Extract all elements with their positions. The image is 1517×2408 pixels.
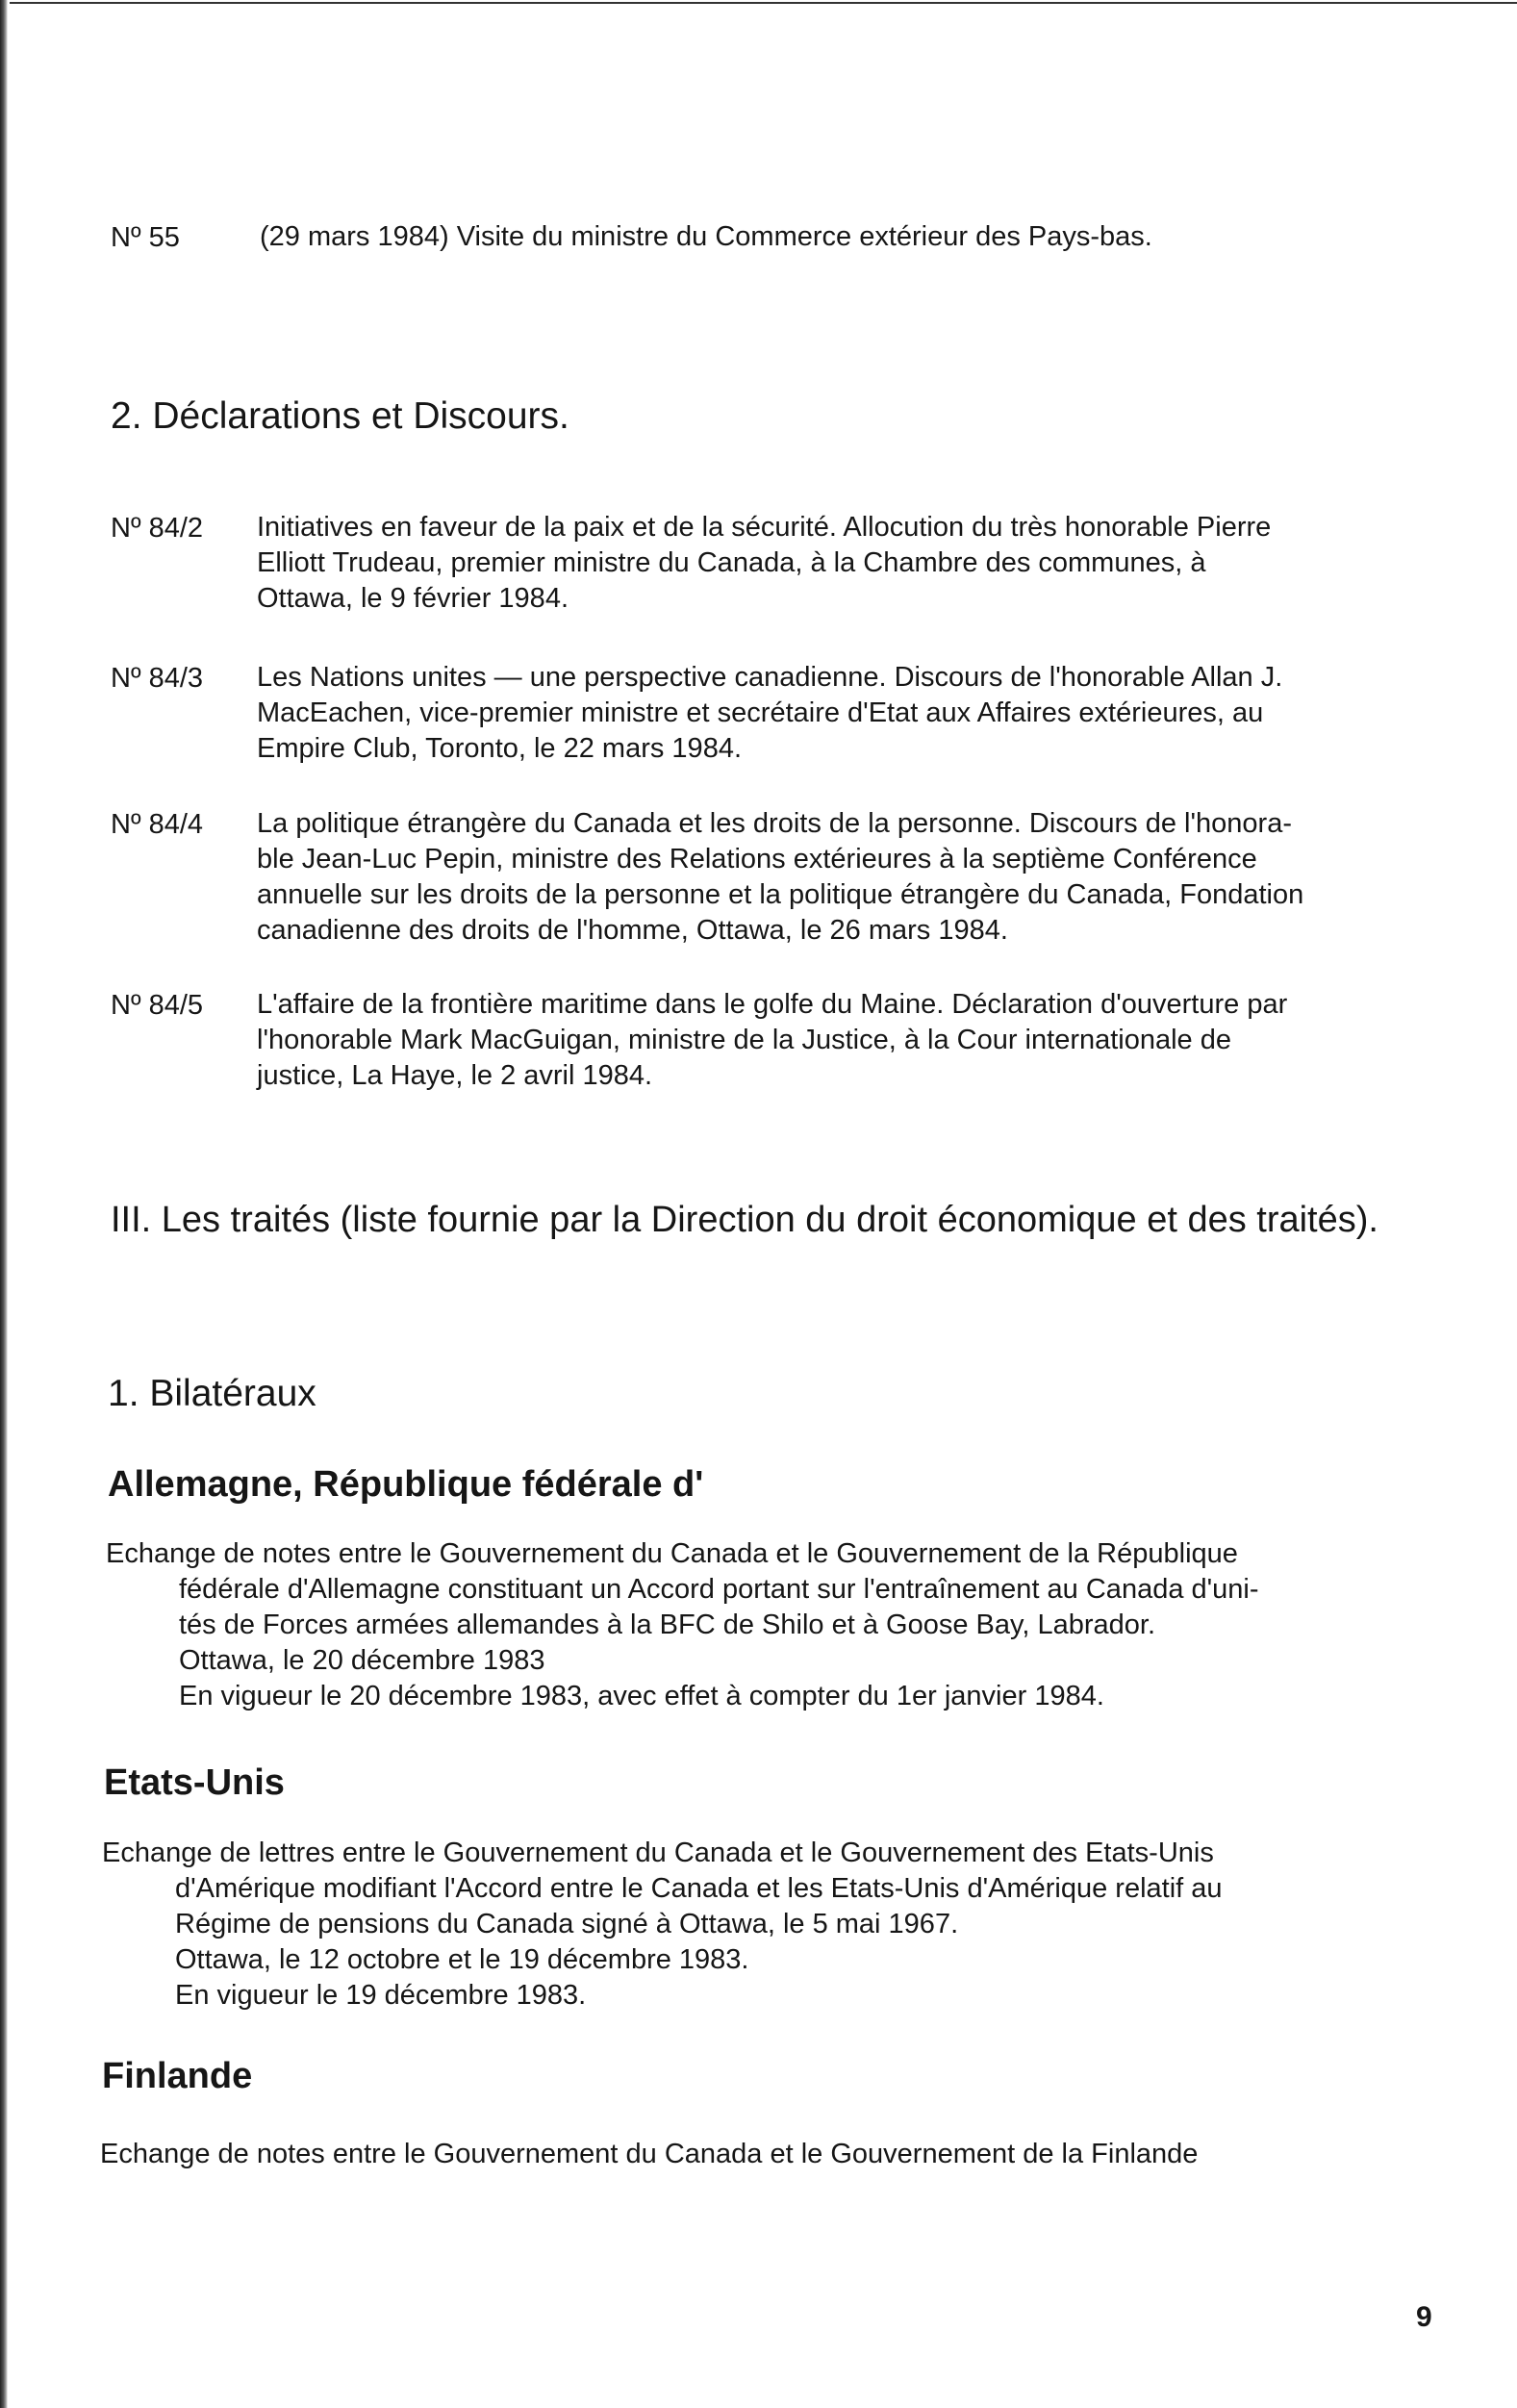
treaty-line: Régime de pensions du Canada signé à Ottawa, le 5 mai 1967. xyxy=(175,1909,959,1939)
top-rule xyxy=(10,2,1517,4)
entry-text xyxy=(257,987,1411,1094)
treaty-line: d'Amérique modifiant l'Accord entre le Canada et les Etats-Unis d'Amérique relatif au xyxy=(175,1873,1223,1904)
entry-line: Initiatives en faveur de la paix et de la sécurité. Allocution du très honorable Pierre xyxy=(257,512,1272,543)
entry-line: ble Jean-Luc Pepin, ministre des Relations extérieures à la septième Conférence xyxy=(257,844,1257,874)
entry-text xyxy=(257,660,1411,767)
treaty-line: En vigueur le 20 décembre 1983, avec effet à compter du 1er janvier 1984. xyxy=(179,1681,1104,1711)
treaty-line: Ottawa, le 20 décembre 1983 xyxy=(179,1645,545,1676)
treaty-entry-allemagne xyxy=(106,1536,1517,1714)
entry-number: Nº 84/4 xyxy=(111,809,204,840)
treaty-entry-etats-unis xyxy=(102,1836,1516,2014)
treaty-entry-finlande xyxy=(100,2137,1514,2172)
entry-text xyxy=(257,510,1411,617)
section-heading-declarations: 2. Déclarations et Discours. xyxy=(111,395,569,437)
binding-edge xyxy=(0,0,8,2408)
entry-line: Elliott Trudeau, premier ministre du Canada, à la Chambre des communes, à xyxy=(257,547,1206,578)
entry-line: Ottawa, le 9 février 1984. xyxy=(257,583,569,614)
entry-line: MacEachen, vice-premier ministre et secrétaire d'Etat aux Affaires extérieures, au xyxy=(257,697,1264,728)
treaty-line: En vigueur le 19 décembre 1983. xyxy=(175,1980,587,2011)
entry-text xyxy=(260,219,1414,255)
entry-number: Nº 55 xyxy=(111,222,180,253)
entry-line: l'honorable Mark MacGuigan, ministre de la Justice, à la Cour internationale de xyxy=(257,1025,1232,1055)
subsection-heading-bilateral: 1. Bilatéraux xyxy=(108,1373,316,1414)
entry-line: Empire Club, Toronto, le 22 mars 1984. xyxy=(257,733,743,764)
entry-line: L'affaire de la frontière maritime dans le golfe du Maine. Déclaration d'ouverture par xyxy=(257,989,1288,1020)
treaty-line: Ottawa, le 12 octobre et le 19 décembre 1983. xyxy=(175,1944,749,1975)
entry-line: Les Nations unites — une perspective canadienne. Discours de l'honorable Allan J. xyxy=(257,662,1283,693)
entry-text xyxy=(257,806,1411,949)
entry-line: La politique étrangère du Canada et les droits de la personne. Discours de l'honora- xyxy=(257,808,1292,839)
section-heading-treaties: III. Les traités (liste fournie par la Direction du droit économique et des traités). xyxy=(111,1200,1378,1240)
entry-line: justice, La Haye, le 2 avril 1984. xyxy=(257,1060,653,1091)
treaty-line: fédérale d'Allemagne constituant un Accord portant sur l'entraînement au Canada d'uni- xyxy=(179,1574,1259,1605)
treaty-line: Echange de notes entre le Gouvernement du Canada et le Gouvernement de la République xyxy=(106,1538,1238,1569)
entry-line: annuelle sur les droits de la personne et la politique étrangère du Canada, Fondation xyxy=(257,879,1304,910)
treaty-line: Echange de notes entre le Gouvernement du Canada et le Gouvernement de la Finlande xyxy=(100,2139,1199,2169)
entry-line: (29 mars 1984) Visite du ministre du Commerce extérieur des Pays-bas. xyxy=(260,221,1152,252)
country-heading-allemagne: Allemagne, République fédérale d' xyxy=(108,1464,704,1505)
treaty-line: tés de Forces armées allemandes à la BFC de Shilo et à Goose Bay, Labrador. xyxy=(179,1610,1155,1640)
entry-number: Nº 84/5 xyxy=(111,990,204,1021)
country-heading-etats-unis: Etats-Unis xyxy=(104,1762,285,1803)
treaty-line: Echange de lettres entre le Gouvernement du Canada et le Gouvernement des Etats-Unis xyxy=(102,1838,1214,1868)
entry-number: Nº 84/3 xyxy=(111,663,204,694)
entry-line: canadienne des droits de l'homme, Ottawa, le 26 mars 1984. xyxy=(257,915,1008,946)
entry-number: Nº 84/2 xyxy=(111,513,204,544)
country-heading-finlande: Finlande xyxy=(102,2056,253,2096)
page-number: 9 xyxy=(1416,2301,1432,2333)
